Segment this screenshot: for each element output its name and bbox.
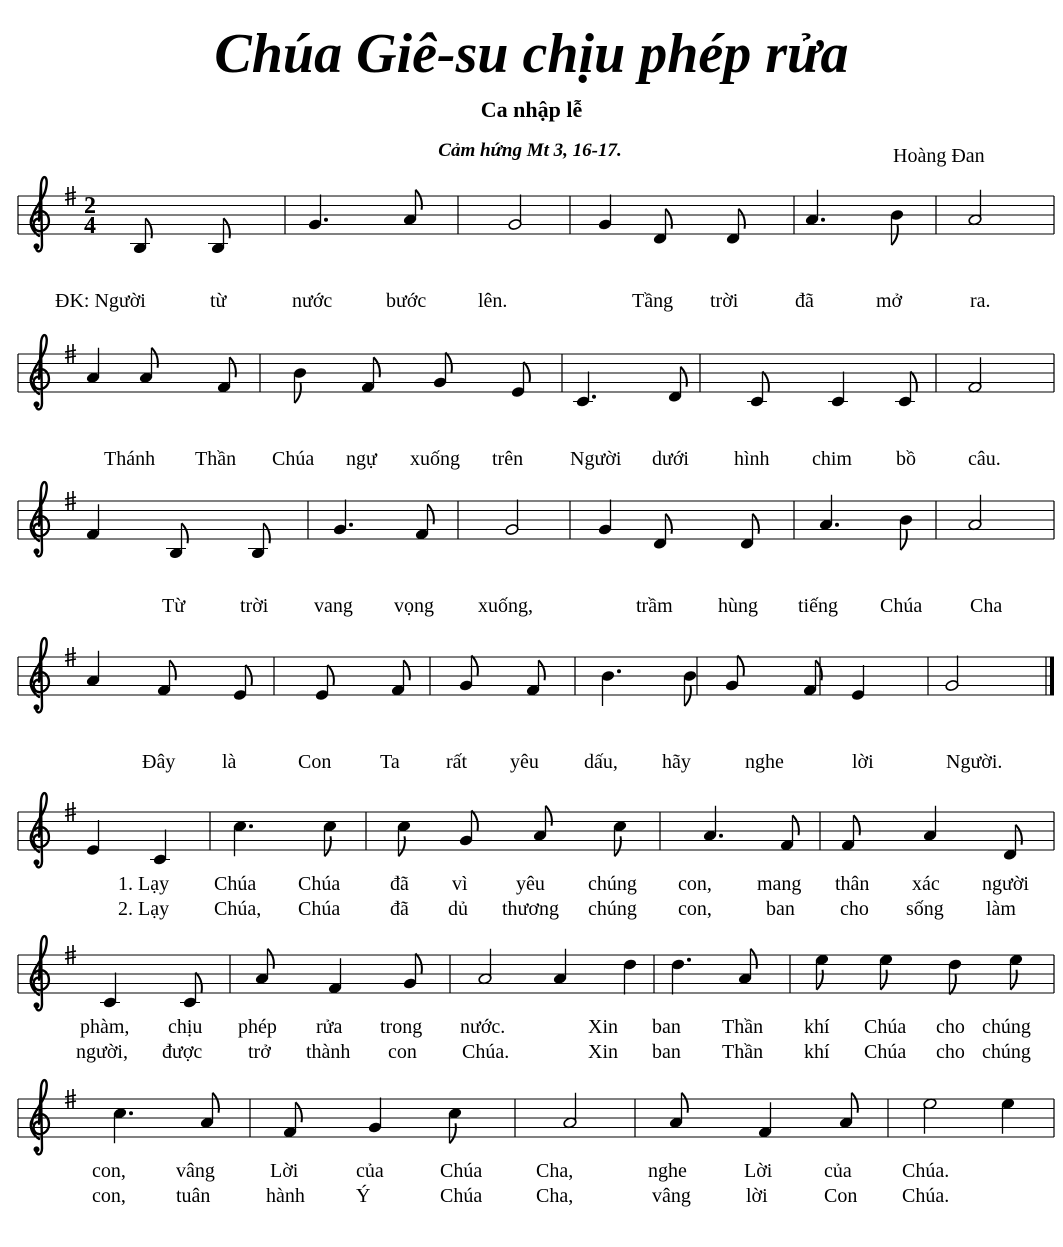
lyric-syllable: thân	[835, 873, 870, 895]
note-flag	[472, 811, 478, 831]
note-flag	[751, 949, 757, 969]
note-flag	[196, 973, 202, 993]
note-flag	[685, 686, 691, 706]
note-flag	[446, 353, 452, 373]
lyric-syllable: đã	[390, 873, 409, 895]
lyric-syllable: Chúa	[272, 448, 315, 470]
note-flag	[230, 357, 236, 377]
lyric-syllable: rất	[446, 751, 468, 773]
lyric-syllable: tiếng	[798, 595, 838, 617]
lyric-syllable: con,	[678, 898, 712, 920]
treble-clef-dot	[34, 704, 40, 710]
lyric-syllable: của	[824, 1160, 852, 1182]
lyric-syllable: nghe	[648, 1160, 687, 1182]
dot	[687, 958, 691, 962]
staff-system-7	[18, 1080, 1054, 1207]
note-flag	[892, 225, 898, 245]
staff-system-3	[18, 482, 1054, 617]
note-flag	[524, 362, 530, 382]
lyric-syllable: Chúa,	[214, 898, 262, 920]
lyric-syllable: xác	[912, 873, 940, 895]
note-flag	[268, 949, 274, 969]
lyric-syllable: mở	[876, 290, 903, 312]
lyric-syllable: con,	[678, 873, 712, 895]
dot	[617, 669, 621, 673]
treble-clef-dot	[34, 1146, 40, 1152]
lyric-syllable: mang	[757, 873, 802, 895]
lyric-syllable: xuống	[410, 448, 460, 470]
lyric-syllable: xuống,	[478, 595, 533, 617]
note-flag	[246, 665, 252, 685]
lyric-syllable: chúng	[588, 898, 637, 920]
note-flag	[224, 218, 230, 238]
lyric-syllable: nước.	[460, 1016, 506, 1038]
note-flag	[404, 660, 410, 680]
lyric-syllable: trong	[380, 1016, 423, 1038]
note-flag	[325, 836, 331, 856]
dot	[349, 523, 353, 527]
note-flag	[170, 660, 176, 680]
note-flag	[428, 504, 434, 524]
lyric-syllable: của	[356, 1160, 384, 1182]
lyric-syllable: vọng	[394, 595, 434, 617]
lyric-syllable: yêu	[516, 873, 545, 895]
lyric-syllable: được	[162, 1041, 203, 1063]
dot	[719, 834, 723, 838]
lyric-syllable: Chúa.	[902, 1185, 950, 1207]
lyric-syllable: 2. Lạy	[118, 898, 170, 920]
lyric-syllable: con	[388, 1041, 417, 1063]
lyric-syllable: Thánh	[104, 448, 156, 470]
lyric-syllable: chúng	[982, 1016, 1031, 1038]
staff-system-2	[18, 335, 1054, 470]
note-flag	[682, 1093, 688, 1113]
note-flag	[546, 806, 552, 826]
lyric-syllable: trầm	[636, 595, 673, 617]
lyric-syllable: vì	[452, 873, 468, 895]
lyric-syllable: dấu,	[584, 751, 618, 773]
staff-system-5	[18, 793, 1054, 920]
note-flag	[328, 665, 334, 685]
lyric-syllable: vâng	[652, 1185, 691, 1207]
lyric-syllable: đã	[795, 290, 814, 312]
lyric-syllable: lời	[852, 751, 874, 773]
lyric-syllable: Chúa	[880, 595, 923, 617]
composer-name: Hoàng Đan	[893, 145, 985, 167]
lyric-syllable: Cha,	[536, 1160, 574, 1182]
treble-clef	[31, 177, 49, 251]
note-flag	[374, 357, 380, 377]
lyric-syllable: ban	[652, 1041, 681, 1063]
lyric-syllable: yêu	[510, 751, 539, 773]
note-flag	[817, 970, 823, 990]
time-signature-bottom: 4	[84, 213, 96, 239]
note-flag	[295, 383, 301, 403]
note-flag	[1016, 825, 1022, 845]
lyric-syllable: người	[982, 873, 1029, 895]
lyric-syllable: chúng	[588, 873, 637, 895]
staff-system-6	[18, 936, 1054, 1063]
dot	[129, 1111, 133, 1115]
lyric-syllable: Chúa	[214, 873, 257, 895]
treble-clef-dot	[34, 401, 40, 407]
lyric-syllable: ban	[652, 1016, 681, 1038]
lyric-syllable: nước	[292, 290, 333, 312]
lyric-syllable: phàm,	[80, 1016, 130, 1038]
note-flag	[1011, 970, 1017, 990]
lyric-syllable: Xin	[588, 1041, 618, 1063]
lyric-syllable: lên.	[478, 290, 508, 312]
lyric-syllable: Tầng	[632, 290, 674, 312]
lyric-syllable: trời	[710, 290, 739, 312]
lyric-syllable: hùng	[718, 595, 758, 617]
note-flag	[739, 209, 745, 229]
lyric-syllable: Chúa.	[462, 1041, 510, 1063]
lyric-syllable: Ta	[380, 751, 400, 773]
lyric-syllable: từ	[210, 290, 227, 312]
lyric-syllable: ngự	[346, 448, 377, 470]
lyric-syllable: Người.	[946, 751, 1003, 773]
treble-clef	[31, 638, 49, 712]
lyric-syllable: hành	[266, 1185, 305, 1207]
note-flag	[615, 836, 621, 856]
dot	[835, 523, 839, 527]
treble-clef	[31, 1080, 49, 1154]
lyric-syllable: hãy	[662, 751, 691, 773]
lyric-syllable: Người	[570, 448, 622, 470]
song-subtitle: Ca nhập lễ	[480, 97, 583, 122]
note-flag	[950, 975, 956, 995]
note-flag	[213, 1093, 219, 1113]
lyric-syllable: thành	[306, 1041, 351, 1063]
lyric-syllable: nghe	[745, 751, 784, 773]
note-flag	[296, 1102, 302, 1122]
treble-clef-dot	[34, 859, 40, 865]
note-flag	[666, 514, 672, 534]
lyric-syllable: dủ	[448, 898, 468, 920]
lyric-syllable: ra.	[970, 290, 991, 312]
note-flag	[399, 836, 405, 856]
lyric-syllable: Chúa	[864, 1016, 907, 1038]
lyric-syllable: ban	[766, 898, 795, 920]
time-signature-top: 2	[84, 193, 96, 219]
lyric-syllable: Chúa	[298, 873, 341, 895]
treble-clef	[31, 936, 49, 1010]
lyric-syllable: trở	[248, 1041, 271, 1063]
lyric-syllable: vâng	[176, 1160, 215, 1182]
lyric-syllable: Con	[298, 751, 332, 773]
lyric-syllable: bồ	[896, 448, 916, 470]
lyric-syllable: Lời	[270, 1160, 299, 1182]
lyric-syllable: Ý	[356, 1185, 371, 1207]
note-flag	[416, 190, 422, 210]
lyric-syllable: cho	[936, 1016, 965, 1038]
lyric-syllable: Chúa	[440, 1185, 483, 1207]
lyric-syllable: Cha,	[536, 1185, 574, 1207]
treble-clef-dot	[34, 243, 40, 249]
lyric-syllable: Thần	[195, 448, 237, 470]
lyric-syllable: Chúa	[440, 1160, 483, 1182]
note-flag	[753, 514, 759, 534]
note-flag	[738, 656, 744, 676]
lyric-syllable: chịu	[168, 1016, 203, 1038]
treble-clef-dot	[34, 1002, 40, 1008]
lyric-syllable: ĐK: Người	[55, 290, 146, 312]
lyric-syllable: câu.	[968, 448, 1001, 470]
lyric-syllable: Từ	[162, 595, 186, 617]
lyric-syllable: 1. Lạy	[118, 873, 170, 895]
lyric-syllable: Chúa.	[902, 1160, 950, 1182]
treble-clef	[31, 335, 49, 409]
treble-clef	[31, 793, 49, 867]
lyric-syllable: cho	[936, 1041, 965, 1063]
treble-clef-dot	[34, 548, 40, 554]
scripture-source: Cảm hứng Mt 3, 16-17.	[438, 140, 622, 161]
lyric-syllable: Chúa	[298, 898, 341, 920]
lyric-syllable: chúng	[982, 1041, 1031, 1063]
lyric-syllable: phép	[238, 1016, 277, 1038]
lyric-syllable: Lời	[744, 1160, 773, 1182]
note-flag	[793, 815, 799, 835]
lyric-syllable: Thần	[722, 1041, 764, 1063]
lyric-syllable: lời	[746, 1185, 768, 1207]
lyric-syllable: Con	[824, 1185, 858, 1207]
lyric-syllable: là	[222, 751, 237, 773]
staff-system-4	[18, 638, 1054, 773]
staff-system-1	[18, 177, 1054, 312]
note-flag	[472, 656, 478, 676]
lyric-syllable: trên	[492, 448, 524, 470]
lyric-syllable: vang	[314, 595, 353, 617]
note-flag	[416, 954, 422, 974]
lyric-syllable: cho	[840, 898, 869, 920]
lyric-syllable: Xin	[588, 1016, 618, 1038]
lyric-syllable: đã	[390, 898, 409, 920]
lyric-syllable: tuân	[176, 1185, 211, 1207]
dot	[821, 218, 825, 222]
note-flag	[146, 218, 152, 238]
lyric-syllable: dưới	[652, 448, 689, 470]
lyric-syllable: thương	[502, 898, 559, 920]
dot	[592, 395, 596, 399]
dot	[249, 824, 253, 828]
song-title: Chúa Giê-su chịu phép rửa	[214, 23, 849, 85]
lyric-syllable: rửa	[316, 1016, 343, 1038]
note-flag	[152, 348, 158, 368]
lyric-syllable: bước	[386, 290, 427, 312]
lyric-syllable: khí	[804, 1041, 830, 1063]
lyric-syllable: chim	[812, 448, 852, 470]
note-flag	[264, 523, 270, 543]
lyric-syllable: hình	[734, 448, 770, 470]
note-flag	[539, 660, 545, 680]
note-flag	[852, 1093, 858, 1113]
lyric-syllable: Chúa	[864, 1041, 907, 1063]
note-flag	[681, 367, 687, 387]
lyric-syllable: làm	[986, 898, 1016, 920]
note-flag	[901, 530, 907, 550]
note-flag	[666, 209, 672, 229]
dot	[324, 218, 328, 222]
lyric-syllable: Đây	[142, 751, 176, 773]
note-flag	[763, 372, 769, 392]
note-flag	[854, 815, 860, 835]
lyric-syllable: con,	[92, 1160, 126, 1182]
note-flag	[182, 523, 188, 543]
treble-clef	[31, 482, 49, 556]
lyric-syllable: con,	[92, 1185, 126, 1207]
note-flag	[881, 970, 887, 990]
note-flag	[911, 372, 917, 392]
final-barline-thick	[1050, 657, 1054, 695]
note-flag	[450, 1123, 456, 1143]
note-flag	[816, 660, 822, 680]
lyric-syllable: khí	[804, 1016, 830, 1038]
lyric-syllable: trời	[240, 595, 269, 617]
lyric-syllable: Cha	[970, 595, 1003, 617]
lyric-syllable: Thần	[722, 1016, 764, 1038]
lyric-syllable: người,	[76, 1041, 128, 1063]
lyric-syllable: sống	[906, 898, 944, 920]
